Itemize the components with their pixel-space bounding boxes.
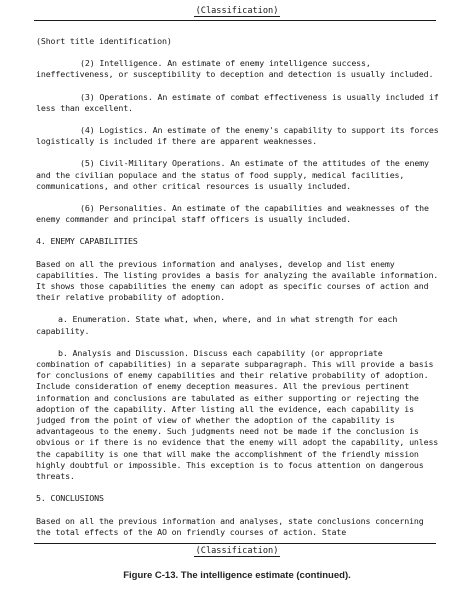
section-5-intro: Based on all the previous information and analyses, state conclusions concerning the total effects of the AO on friendly courses of action. State xyxy=(36,515,424,537)
header-rule xyxy=(34,20,436,21)
section-4-heading: 4. ENEMY CAPABILITIES xyxy=(36,236,138,247)
header-classification: (Classification) xyxy=(195,6,279,16)
paragraph-operations: (3) Operations. An estimate of combat effectiveness is usually included if less than excellent. xyxy=(36,91,439,113)
figure-caption: Figure C-13. The intelligence estimate (continued). xyxy=(123,570,351,581)
paragraph-logistics: (4) Logistics. An estimate of the enemy's capability to support its forces logistically is included if there are apparent weaknesses. xyxy=(36,125,439,147)
paragraph-personalities: (6) Personalities. An estimate of the capabilities and weaknesses of the enemy commander and principal staff officers is usually included. xyxy=(36,203,429,225)
paragraph-analysis: b. Analysis and Discussion. Discuss each capability (or appropriate combination of capabilities) in a separate subparagraph. This will provide a basis for conclusions of enemy capabilities and their relative probability of adoption. Include consideration of enemy deception measures. All the previous pertinent information and conclusions are tabulated as either supporting or rejecting the adoption of the capability. After listing all the evidence, each capability is judged from the point of view of whether the adoption of the capability is advantageous to the enemy. Such judgments need not be made if the conclusion is obvious or if there is no evidence that the enemy will adopt the capability, unless the capability is one that will make the accomplishment of the friendly mission highly doubtful or impossible. This exception is to focus attention on dangerous threats. xyxy=(36,347,439,482)
paragraph-intelligence: (2) Intelligence. An estimate of enemy intelligence success, ineffectiveness, or susceptibility to deception and detection is usually included. xyxy=(36,58,434,80)
document-body xyxy=(36,36,440,549)
paragraph-enumeration: a. Enumeration. State what, when, where, and in what strength for each capability. xyxy=(36,314,398,336)
short-title: (Short title identification) xyxy=(36,36,172,46)
footer-classification: (Classification) xyxy=(195,546,279,556)
paragraph-civil-military: (5) Civil-Military Operations. An estimate of the attitudes of the enemy and the civilian populace and the status of food supply, medical facilities, communications, and other critical resources is usually included. xyxy=(36,158,429,191)
section-5-heading: 5. CONCLUSIONS xyxy=(36,493,104,504)
section-4-intro: Based on all the previous information and analyses, develop and list enemy capabilities. The listing provides a basis for analyzing the available information. It shows those capabilities the enemy can adopt as specific courses of action and their relative probability of adoption. xyxy=(36,258,439,303)
footer-rule xyxy=(34,543,436,544)
